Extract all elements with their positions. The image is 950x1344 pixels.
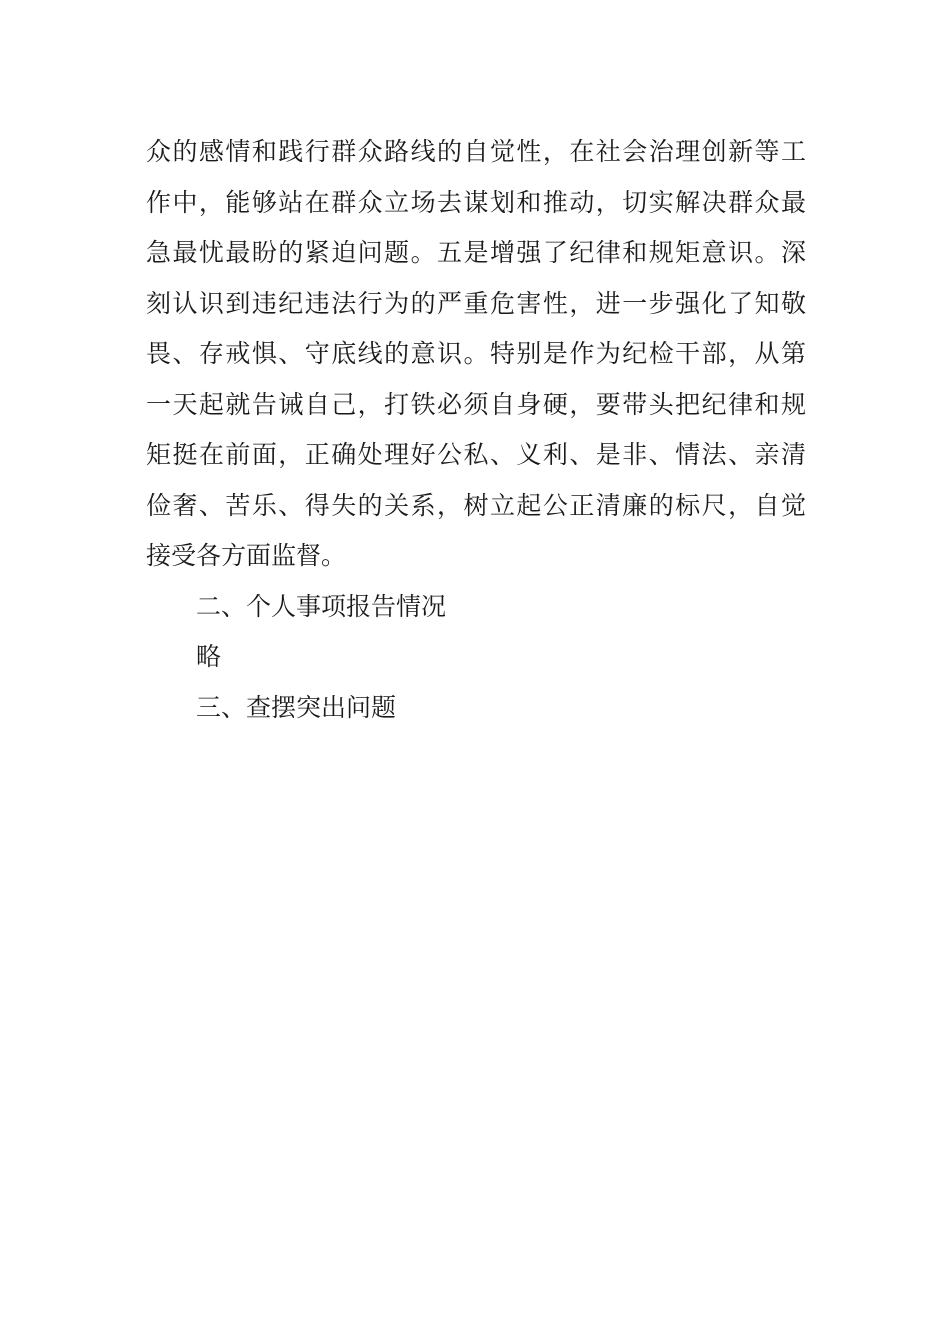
paragraph-line: 一天起就告诫自己，打铁必须自身硬，要带头把纪律和规	[146, 389, 806, 419]
section-two-heading: 二、个人事项报告情况	[196, 591, 447, 621]
paragraph-line: 作中，能够站在群众立场去谋划和推动，切实解决群众最	[146, 187, 806, 217]
document-body	[146, 127, 806, 733]
paragraph-line: 畏、存戒惧、守底线的意识。特别是作为纪检干部，从第	[146, 339, 806, 368]
section-three-heading: 三、查摆突出问题	[196, 692, 397, 722]
paragraph-line: 俭奢、苦乐、得失的关系，树立起公正清廉的标尺，自觉	[146, 490, 806, 520]
section-two-body: 略	[196, 642, 222, 671]
paragraph-line: 矩挺在前面，正确处理好公私、义利、是非、情法、亲清	[146, 440, 806, 469]
paragraph-line: 众的感情和践行群众路线的自觉性，在社会治理创新等工	[146, 137, 806, 166]
paragraph-line-last: 接受各方面监督。	[146, 541, 347, 570]
paragraph	[146, 127, 806, 582]
paragraph-line: 急最忧最盼的紧迫问题。五是增强了纪律和规矩意识。深	[146, 238, 806, 267]
paragraph-line: 刻认识到违纪违法行为的严重危害性，进一步强化了知敬	[146, 288, 806, 318]
